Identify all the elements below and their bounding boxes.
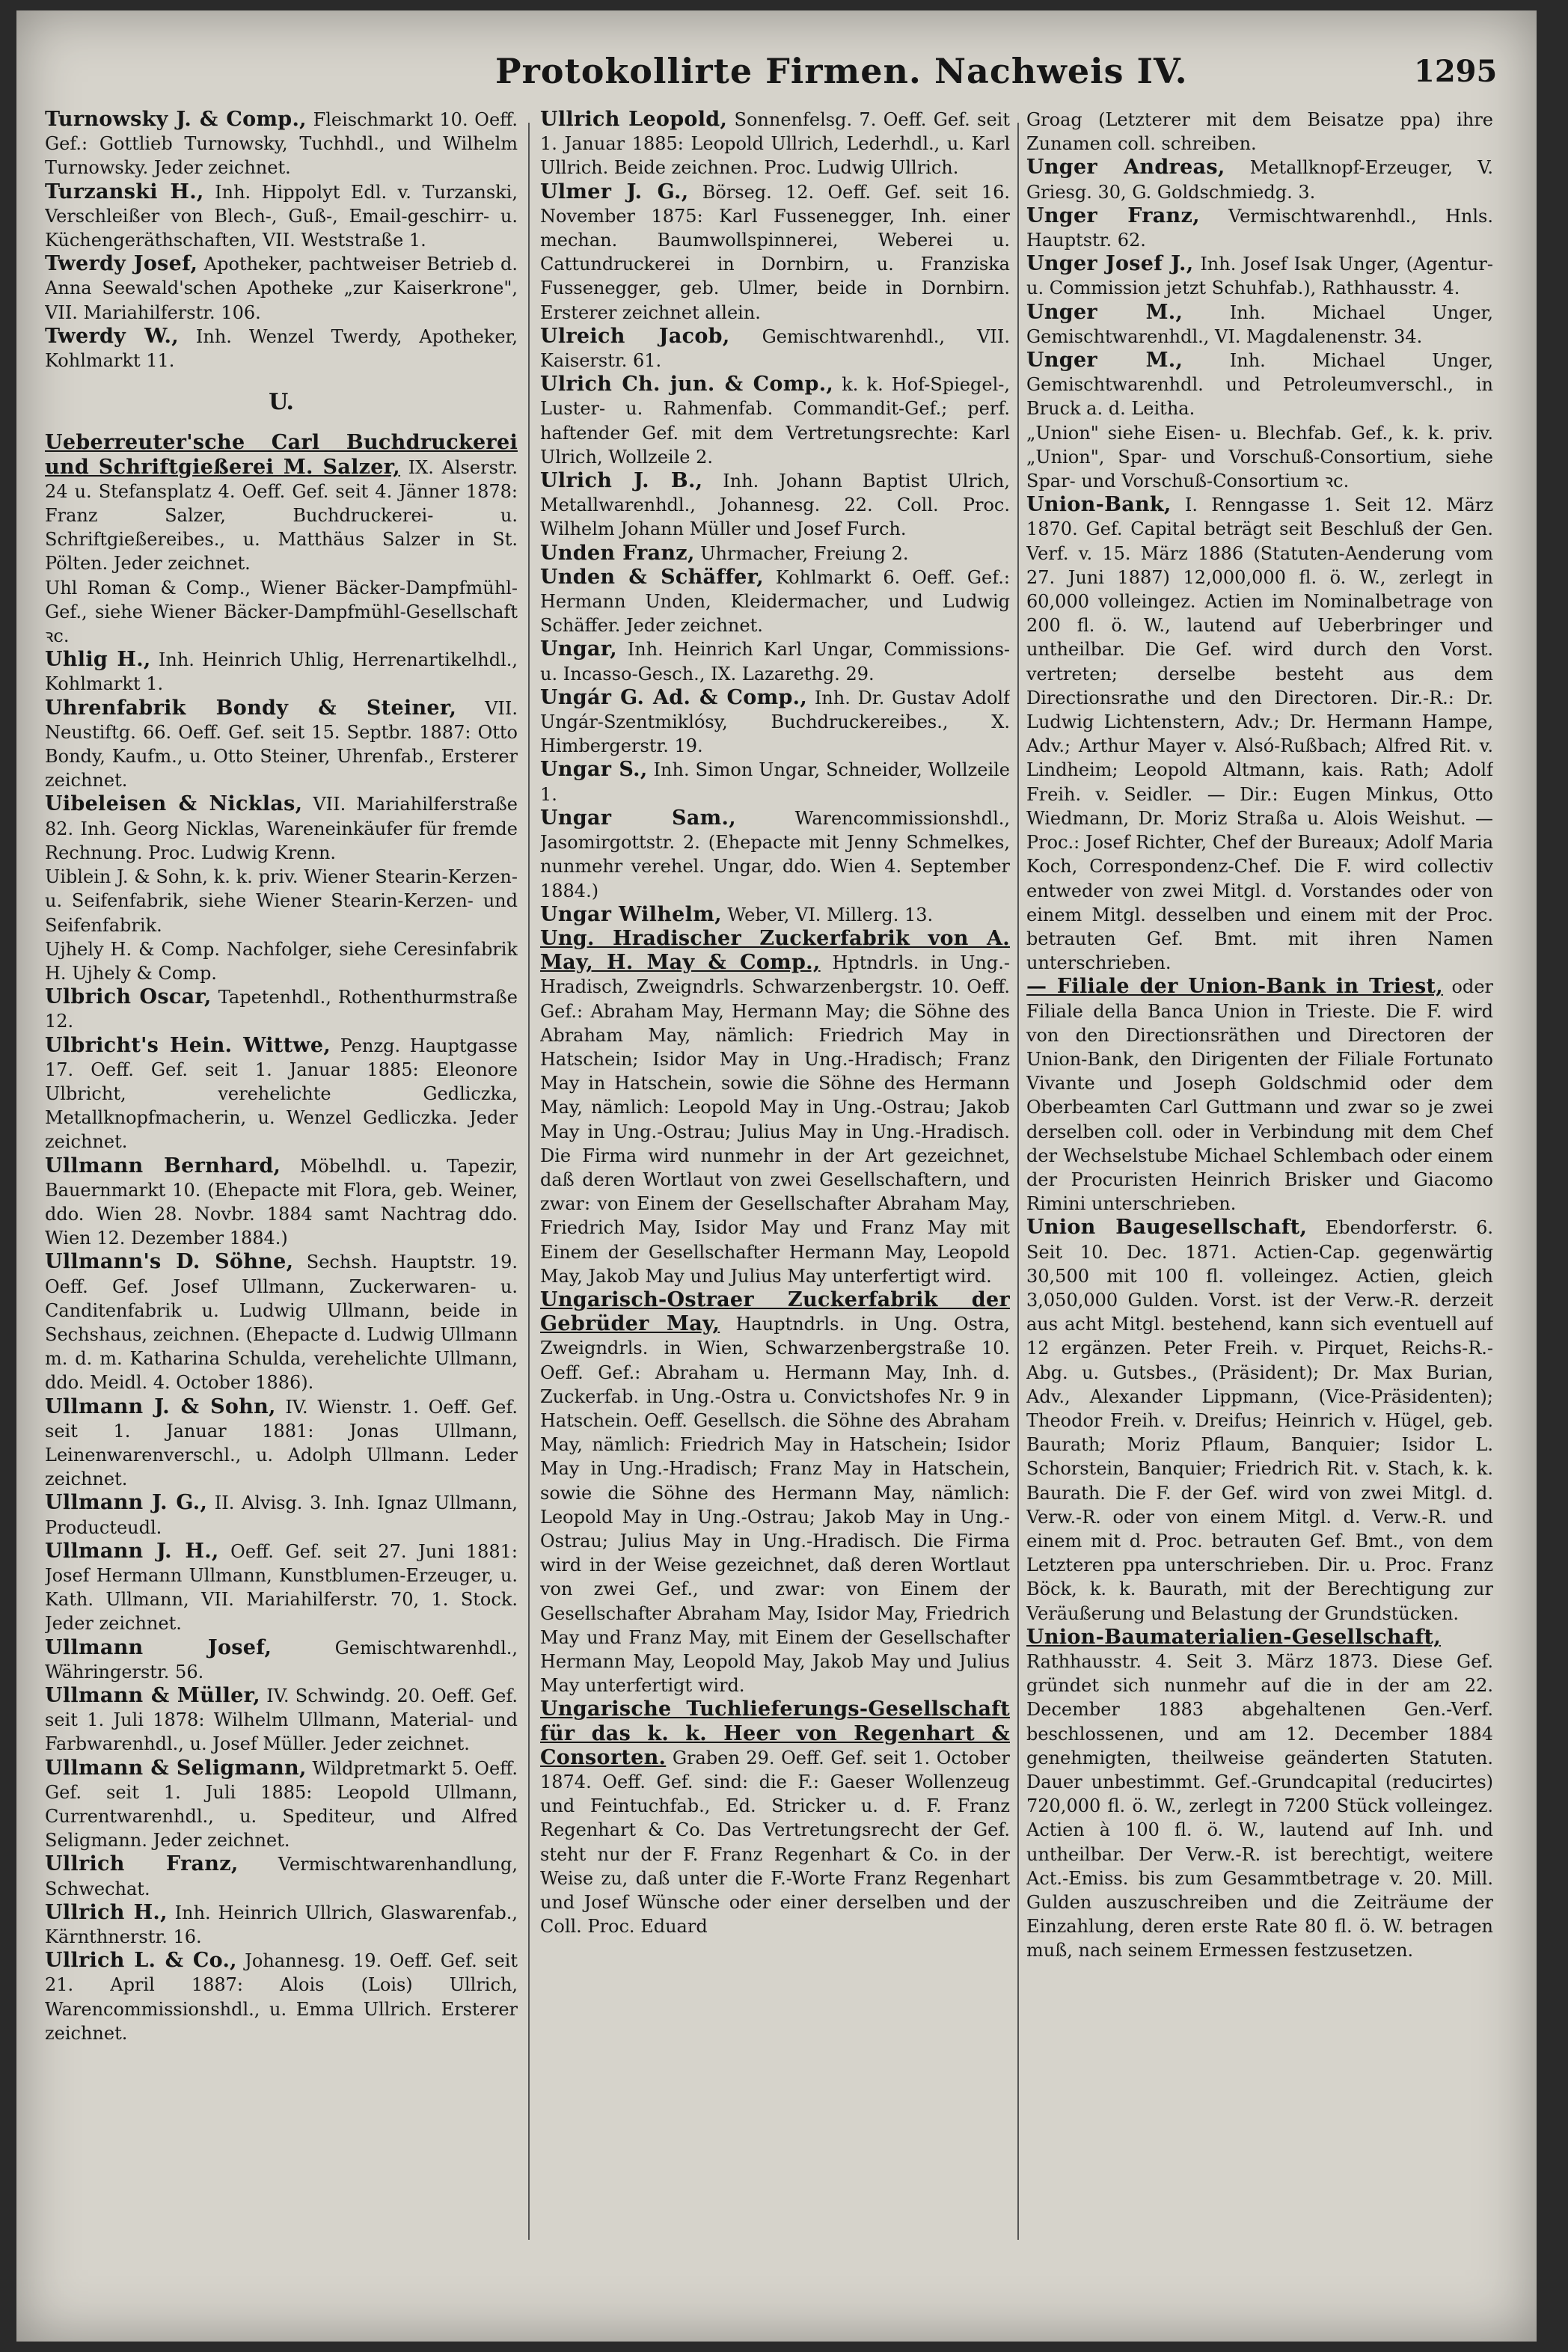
firm-details: Weber, VI. Millerg. 13. — [727, 904, 934, 925]
firm-details: Möbelhdl. u. Tapezir, Bauernmarkt 10. (Ehepacte mit Flora, geb. Weiner, ddo. Wien 28. Novbr. 1884 samt Nachtrag ddo. Wien 12. Dezember 1884.) — [45, 1155, 518, 1249]
firm-entry — [1026, 252, 1493, 300]
page-header — [16, 51, 1537, 103]
firm-name: Uhlig H., — [45, 648, 151, 672]
firm-details: Sonnenfelsg. 7. Oeff. Gef. seit 1. Januar 1885: Leopold Ullrich, Lederhdl., u. Karl Ullrich. Beide zeichnen. Proc. Ludwig Ullrich. — [540, 109, 1010, 179]
firm-name: Unden Franz, — [540, 541, 695, 565]
firm-entry — [540, 637, 1010, 685]
firm-entry — [45, 985, 518, 1033]
firm-details: Kohlmarkt 6. Oeff. Gef.: Hermann Unden, Kleidermacher, und Ludwig Schäffer. Jeder zeichnet. — [540, 566, 1010, 637]
firm-details: Sechsh. Hauptstr. 19. Oeff. Gef. Josef Ullmann, Zuckerwaren- u. Canditenfabrik u. Ludwig Ullmann, beide in Sechshaus, zeichnen. (Ehepacte d. Ludwig Ullmann m. d. m. Katharina Schulda, verehelichte Ullmann, ddo. Meidl. 4. October 1886). — [45, 1252, 518, 1394]
firm-name: Ulrich Ch. jun. & Comp., — [540, 373, 834, 396]
firm-name: Union Baugesellschaft, — [1026, 1216, 1308, 1240]
firm-name: Ullmann J. & Sohn, — [45, 1394, 276, 1418]
firm-entry — [540, 806, 1010, 903]
firm-entry — [540, 325, 1010, 373]
firm-details: Graben 29. Oeff. Gef. seit 1. October 1874. Oeff. Gef. sind: die F.: Gaeser Wollenzeug und Feintuchfab., Ed. Stricker u. d. F. Franz Regenhart & Co. Das Vertretungsrecht der Gef. steht nur der F. Franz Regenhart & Co. in der Weise zu, daß unter die F.-Worte Franz Regenhart und Josef Wünsche oder einer derselben und der Coll. Proc. Eduard — [540, 1747, 1010, 1938]
firm-details: „Union" siehe Eisen- u. Blechfab. Gef., k. k. priv. „Union", Spar- und Vorschuß-Consortium, siehe Spar- und Vorschuß-Consortium ꝛc. — [1026, 422, 1493, 492]
firm-name: Uibeleisen & Nicklas, — [45, 792, 303, 816]
column-1 — [45, 108, 518, 2247]
firm-entry — [45, 1949, 518, 2045]
firm-entry — [45, 252, 518, 325]
firm-details: IX. Alserstr. 24 u. Stefansplatz 4. Oeff. Gef. seit 4. Jänner 1878: Franz Salzer, Buchdruckerei- u. Schriftgießereibes., u. Matthäus Salzer in St. Pölten. Jeder zeichnet. — [45, 456, 518, 575]
firm-name: Uhrenfabrik Bondy & Steiner, — [45, 696, 457, 720]
firm-entry — [540, 758, 1010, 806]
firm-entry — [45, 1491, 518, 1539]
firm-details: Inh. Wenzel Twerdy, Apotheker, Kohlmarkt 11. — [45, 325, 518, 372]
firm-entry — [45, 576, 518, 649]
firm-entry — [45, 865, 518, 937]
firm-details: Wildpretmarkt 5. Oeff. Gef. seit 1. Juli 1885: Leopold Ullmann, Currentwarenhdl., u. Spediteur, und Alfred Seligmann. Jeder zeichnet. — [45, 1757, 518, 1852]
firm-entry — [540, 566, 1010, 638]
firm-entry — [45, 1757, 518, 1853]
firm-entry — [1026, 493, 1493, 975]
firm-name: Ullrich L. & Co., — [45, 1949, 237, 1973]
firm-name: Unger Franz, — [1026, 203, 1200, 227]
firm-name: Ullmann J. H., — [45, 1539, 219, 1563]
firm-details: Groag (Letzterer mit dem Beisatze ppa) ihre Zunamen coll. schreiben. — [1026, 109, 1493, 155]
firm-name: Ullmann & Müller, — [45, 1684, 260, 1707]
firm-entry — [45, 1636, 518, 1684]
firm-entry — [1026, 421, 1493, 494]
firm-name: — Filiale der Union-Bank in Triest, — [1026, 975, 1443, 999]
firm-entry — [540, 1697, 1010, 1938]
firm-entry — [1026, 156, 1493, 203]
firm-entry — [45, 1395, 518, 1492]
firm-entry — [1026, 1216, 1493, 1625]
firm-details: Hptndrls. in Ung.-Hradisch, Zweigndrls. Schwarzenbergstr. 10. Oeff. Gef.: Abraham May, Hermann May; die Söhne des Abraham May, nämlich: Friedrich May in Hatschein; Isidor May in Ung.-Hradisch; Franz May in Hatschein, sowie die Söhne des Hermann May, nämlich: Leopold May in Ung.-Ostrau; Jakob May in Ung.-Ostrau; Julius May in Ung.-Hradisch. Die Firma wird nunmehr in der Art gezeichnet, daß deren Wortlaut von zwei Gesellschaftern, und zwar: von Einem der Gesellschafter Abraham May, Friedrich May, Isidor May und Franz May mit Einem der Gesellschafter Hermann May, Leopold May, Jakob May und Julius May unterfertigt wird. — [540, 952, 1010, 1287]
firm-name: Ullrich H., — [45, 1900, 168, 1924]
firm-details: IV. Wienstr. 1. Oeff. Gef. seit 1. Januar 1881: Jonas Ullmann, Leinenwarenverschl., u. Adolph Ullmann. Leder zeichnet. — [45, 1396, 518, 1490]
firm-details: Ujhely H. & Comp. Nachfolger, siehe Ceresinfabrik H. Ujhely & Comp. — [45, 938, 518, 984]
firm-name: Ullmann's D. Söhne, — [45, 1250, 294, 1274]
page-title: Protokollirte Firmen. Nachweis IV. — [495, 51, 1188, 91]
directory-page — [16, 10, 1537, 2342]
firm-details: Vermischtwarenhdl., Hnls. Hauptstr. 62. — [1026, 205, 1493, 251]
firm-name: Unger Andreas, — [1026, 156, 1225, 180]
firm-name: Ungar S., — [540, 758, 648, 782]
column-divider — [1017, 123, 1019, 2240]
firm-entry — [540, 469, 1010, 542]
firm-name: Ungarisch-Ostraer Zuckerfabrik der Gebrüder May, — [540, 1287, 1010, 1336]
firm-details: Inh. Heinrich Ullrich, Glaswarenfab., Kärnthnerstr. 16. — [45, 1902, 518, 1948]
firm-details: II. Alvisg. 3. Inh. Ignaz Ullmann, Producteudl. — [45, 1492, 518, 1538]
firm-details: Inh. Simon Ungar, Schneider, Wollzeile 1. — [540, 759, 1010, 805]
firm-entry — [45, 648, 518, 696]
section-letter: U. — [269, 389, 294, 416]
firm-entry — [45, 431, 518, 575]
firm-entry — [1026, 204, 1493, 252]
firm-entry — [45, 1540, 518, 1636]
firm-entry — [540, 108, 1010, 180]
firm-details: Inh. Johann Baptist Ulrich, Metallwarenhdl., Johannesg. 22. Coll. Proc. Wilhelm Johann Müller und Josef Furch. — [540, 471, 1010, 540]
firm-details: Apotheker, pachtweiser Betrieb d. Anna Seewald'schen Apotheke „zur Kaiserkrone", VII. Mariahilferstr. 106. — [45, 254, 518, 323]
firm-details: Metallknopf-Erzeuger, V. Griesg. 30, G. Goldschmiedg. 3. — [1026, 157, 1493, 203]
firm-entry — [1026, 108, 1493, 156]
firm-details: Inh. Michael Unger, Gemischtwarenhdl., VI. Magdalenenstr. 34. — [1026, 301, 1493, 347]
firm-name: Ullrich Franz, — [45, 1852, 239, 1876]
firm-name: Turzanski H., — [45, 180, 204, 203]
firm-name: Ueberreuter'sche Carl Buchdruckerei und Schriftgießerei M. Salzer, — [45, 431, 518, 479]
firm-name: Ullrich Leopold, — [540, 108, 728, 131]
firm-details: Fleischmarkt 10. Oeff. Gef.: Gottlieb Turnowsky, Tuchhdl., und Wilhelm Turnowsky. Jeder zeichnet. — [45, 109, 518, 179]
firm-details: Johannesg. 19. Oeff. Gef. seit 21. April 1887: Alois (Lois) Ullrich, Warencommissionshdl., u. Emma Ullrich. Ersterer zeichnet. — [45, 1950, 518, 2044]
firm-details: Gemischtwarenhdl., Währingerstr. 56. — [45, 1637, 518, 1682]
firm-details: Tapetenhdl., Rothenthurmstraße 12. — [45, 987, 518, 1032]
firm-details: VII. Mariahilferstraße 82. Inh. Georg Nicklas, Wareneinkäufer für fremde Rechnung. Proc. Ludwig Krenn. — [45, 794, 518, 863]
column-divider — [528, 123, 530, 2240]
firm-name: Unger M., — [1026, 349, 1183, 373]
column-2 — [540, 108, 1010, 2247]
firm-details: Inh. Heinrich Karl Ungar, Commissions- u. Incasso-Gesch., IX. Lazarethg. 29. — [540, 639, 1010, 685]
firm-details: Oeff. Gef. seit 27. Juni 1881: Josef Hermann Ullmann, Kunstblumen-Erzeuger, u. Kath. Ullmann, VII. Mariahilferstr. 70, 1. Stock. Jeder zeichnet. — [45, 1540, 518, 1635]
firm-name: Ulmer J. G., — [540, 180, 689, 203]
firm-name: Ullmann Josef, — [45, 1635, 272, 1659]
firm-entry — [1026, 301, 1493, 349]
firm-name: Union-Baumaterialien-Gesellschaft, — [1026, 1625, 1442, 1649]
firm-name: Unger Josef J., — [1026, 252, 1194, 276]
firm-name: Ullmann J. G., — [45, 1491, 208, 1515]
firm-name: Ulbricht's Hein. Wittwe, — [45, 1033, 331, 1057]
firm-name: Unden & Schäffer, — [540, 565, 764, 589]
firm-entry — [45, 1852, 518, 1900]
firm-entry — [1026, 349, 1493, 421]
firm-details: Inh. Josef Isak Unger, (Agentur- u. Commission jetzt Schuhfab.), Rathhausstr. 4. — [1026, 254, 1493, 299]
firm-details: VII. Neustiftg. 66. Oeff. Gef. seit 15. Septbr. 1887: Otto Bondy, Kaufm., u. Otto Steiner, Uhrenfab., Ersterer zeichnet. — [45, 697, 518, 791]
firm-entry — [45, 1034, 518, 1154]
firm-details: IV. Schwindg. 20. Oeff. Gef. seit 1. Juli 1878: Wilhelm Ullmann, Material- und Farbwarenhdl., u. Josef Müller. Jeder zeichnet. — [45, 1685, 518, 1755]
firm-name: Ulrich J. B., — [540, 469, 703, 493]
firm-details: Inh. Dr. Gustav Adolf Ungár-Szentmiklósy, Buchdruckereibes., X. Himbergerstr. 19. — [540, 687, 1010, 757]
firm-details: Hauptndrls. in Ung. Ostra, Zweigndrls. in Wien, Schwarzenbergstraße 10. Oeff. Gef.: Abraham u. Hermann May, Inh. d. Zuckerfab. in Ung.-Ostra u. Convictshofes Nr. 9 in Hatschein. Oeff. Gesellsch. die Söhne des Abraham May, nämlich: Friedrich May in Hatschein; Isidor May in Ung.-Hradisch; Franz May in Hatschein, sowie die Söhne des Hermann May, nämlich: Leopold May in Ung.-Ostrau; Jakob May in Ung.-Ostrau; Julius May in Ung.-Hradisch. Die Firma wird in der Weise gezeichnet, daß deren Wortlaut von zwei Gef., und zwar: von Einem der Gesellschafter Abraham May, Isidor May, Friedrich May und Franz May, mit Einem der Gesellschafter Hermann May, Leopold May, Jakob May und Julius May unterfertigt wird. — [540, 1314, 1010, 1697]
firm-details: k. k. Hof-Spiegel-, Luster- u. Rahmenfab. Commandit-Gef.; perf. haftender Gef. mit dem Vertretungsrechte: Karl Ulrich, Wollzeile 2. — [540, 374, 1010, 468]
firm-entry — [540, 686, 1010, 759]
firm-details: Vermischtwarenhandlung, Schwechat. — [45, 1854, 518, 1899]
firm-details: Uhrmacher, Freiung 2. — [700, 542, 909, 564]
firm-details: Inh. Michael Unger, Gemischtwarenhdl. und Petroleumverschl., in Bruck a. d. Leitha. — [1026, 350, 1493, 420]
firm-details: Gemischtwarenhdl., VII. Kaiserstr. 61. — [540, 325, 1010, 372]
firm-name: Ungar Wilhelm, — [540, 902, 722, 926]
firm-name: Ulreich Jacob, — [540, 324, 730, 348]
firm-entry — [45, 108, 518, 180]
firm-entry — [540, 927, 1010, 1288]
page-number: 1295 — [1414, 54, 1498, 89]
firm-name: Ullmann Bernhard, — [45, 1154, 281, 1177]
firm-entry — [45, 1250, 518, 1394]
firm-entry — [45, 1901, 518, 1949]
firm-details: Warencommissionshdl., Jasomirgottstr. 2. (Ehepacte mit Jenny Schmelkes, nunmehr verehel. Ungar, ddo. Wien 4. September 1884.) — [540, 807, 1010, 901]
firm-name: Turnowsky J. & Comp., — [45, 108, 307, 131]
firm-name: Ungarische Tuchlieferungs-Gesellschaft für das k. k. Heer von Regenhart & Consorten. — [540, 1697, 1010, 1769]
firm-entry — [540, 373, 1010, 469]
firm-entry — [540, 1288, 1010, 1697]
firm-details: oder Filiale della Banca Union in Trieste. Die F. wird von den Directionsräthen und Directoren der Union-Bank, den Dirigenten der Filiale Fortunato Vivante und Joseph Goldschmid oder dem Oberbeamten Carl Guttmann und zwar so je zwei derselben coll. oder in Verbindung mit dem Chef der Wechselstube Michael Schlembach oder einem der Procuristen Heinrich Brisker und Giacomo Rimini unterschrieben. — [1026, 976, 1493, 1215]
firm-details: Inh. Hippolyt Edl. v. Turzanski, Verschleißer von Blech-, Guß-, Email-geschirr- u. Küchengeräthschaften, VII. Weststraße 1. — [45, 181, 518, 251]
firm-name: Unger M., — [1026, 300, 1183, 324]
firm-name: Ullmann & Seligmann, — [45, 1756, 307, 1780]
firm-name: Ungár G. Ad. & Comp., — [540, 685, 808, 709]
firm-entry — [1026, 1626, 1493, 1963]
firm-entry — [540, 180, 1010, 325]
firm-entry — [540, 542, 1010, 566]
firm-entry — [45, 1684, 518, 1757]
firm-name: Ungar, — [540, 637, 618, 661]
firm-entry — [45, 937, 518, 985]
firm-name: Ung. Hradischer Zuckerfabrik von A. May, H. May & Comp., — [540, 926, 1010, 975]
firm-name: Ungar Sam., — [540, 806, 736, 830]
firm-entry — [1026, 975, 1493, 1216]
firm-name: Union-Bank, — [1026, 493, 1172, 517]
firm-name: Twerdy W., — [45, 324, 179, 348]
firm-entry — [45, 792, 518, 865]
firm-name: Twerdy Josef, — [45, 252, 198, 276]
column-3 — [1026, 108, 1493, 2247]
firm-entry — [45, 180, 518, 253]
firm-details: I. Renngasse 1. Seit 12. März 1870. Gef. Capital beträgt seit Beschluß der Gen. Verf. v. 15. März 1886 (Statuten-Aenderung vom 27. Juni 1887) 12,000,000 fl. ö. W., zerlegt in 60,000 volleingez. Actien im Nominalbetrage von 200 fl. ö. W., lautend auf Ueberbringer und untheilbar. Die Gef. wird durch den Vorst. vertreten; derselbe besteht aus dem Directionsrathe und den Directoren. Dir.-R.: Dr. Ludwig Lichtenstern, Adv.; Dr. Hermann Hampe, Adv.; Arthur Mayer v. Alsó-Rußbach; Alfred Rit. v. Lindheim; Leopold Altmann, kais. Rath; Adolf Freih. v. Seidler. — Dir.: Eugen Minkus, Otto Wiedmann, Dr. Moriz Straßa u. Alois Weishut. — Proc.: Josef Richter, Chef der Bureaux; Adolf Maria Koch, Correspondenz-Chef. Die F. wird collectiv entweder von zwei Mitgl. d. Vorstandes oder von einem Mitgl. desselben und einem mit der Proc. betrauten Gef. Bmt. mit ihren Namen unterschrieben. — [1026, 494, 1493, 974]
firm-entry — [45, 696, 518, 793]
firm-details: Uhl Roman & Comp., Wiener Bäcker-Dampfmühl-Gef., siehe Wiener Bäcker-Dampfmühl-Gesellschaft ꝛc. — [45, 577, 518, 647]
firm-entry — [45, 325, 518, 373]
firm-details: Ebendorferstr. 6. Seit 10. Dec. 1871. Actien-Cap. gegenwärtig 30,500 mit 100 fl. volleingez. Actien, gleich 3,050,000 Gulden. Vorst. ist der Verw.-R. derzeit aus acht Mitgl. bestehend, kann sich eventuell auf 12 ergänzen. Peter Freih. v. Pirquet, Reichs-R.-Abg. u. Gutsbes., (Präsident); Dr. Max Burian, Adv., Alexander Lippmann, (Vice-Präsidenten); Theodor Freih. v. Dreifus; Heinrich v. Hügel, geb. Baurath; Moriz Pflaum, Banquier; Isidor L. Schorstein, Banquier; Friedrich Rit. v. Stach, k. k. Baurath. Die F. der Gef. wird von zwei Mitgl. d. Verw.-R. oder von einem Mitgl. d. Verw.-R. und einem mit d. Proc. betrauten Gef. Bmt., von dem Letzteren ppa unterschrieben. Dir. u. Proc. Franz Böck, k. k. Baurath, mit der Berechtigung zur Veräußerung und Belastung der Grundstücken. — [1026, 1217, 1493, 1624]
firm-details: Inh. Heinrich Uhlig, Herrenartikelhdl., Kohlmarkt 1. — [45, 649, 518, 695]
firm-details: Uiblein J. & Sohn, k. k. priv. Wiener Stearin-Kerzen- u. Seifenfabrik, siehe Wiener Stearin-Kerzen- und Seifenfabrik. — [45, 866, 518, 936]
firm-details: Börseg. 12. Oeff. Gef. seit 16. November 1875: Karl Fussenegger, Inh. einer mechan. Baumwollspinnerei, Weberei u. Cattundruckerei in Dornbirn, u. Franziska Fussenegger, geb. Ulmer, beide in Dornbirn. Ersterer zeichnet allein. — [540, 181, 1010, 323]
firm-name: Ulbrich Oscar, — [45, 985, 212, 1009]
firm-details: Rathhausstr. 4. Seit 3. März 1873. Diese Gef. gründet sich nunmehr auf die in der am 22. December 1883 abgehaltenen Gen.-Verf. beschlossenen, und am 12. December 1884 genehmigten, theilweise geänderten Statuten. Dauer unbestimmt. Gef.-Grundcapital (reducirtes) 720,000 fl. ö. W., zerlegt in 7200 Stück volleingez. Actien à 100 fl. ö. W., lautend auf Inh. und untheilbar. Der Verw.-R. ist berechtigt, weitere Act.-Emiss. bis zum Gesammtbetrage v. 20. Mill. Gulden auszuschreiben und die Zeiträume der Einzahlung, deren erste Rate 80 fl. ö. W. betragen muß, nach seinem Ermessen festzusetzen. — [1026, 1651, 1493, 1961]
firm-details: Penzg. Hauptgasse 17. Oeff. Gef. seit 1. Januar 1885: Eleonore Ulbricht, verehelichte Gedliczka, Metallknopfmacherin, u. Wenzel Gedliczka. Jeder zeichnet. — [45, 1035, 518, 1153]
firm-entry — [540, 903, 1010, 927]
firm-entry — [45, 1154, 518, 1251]
